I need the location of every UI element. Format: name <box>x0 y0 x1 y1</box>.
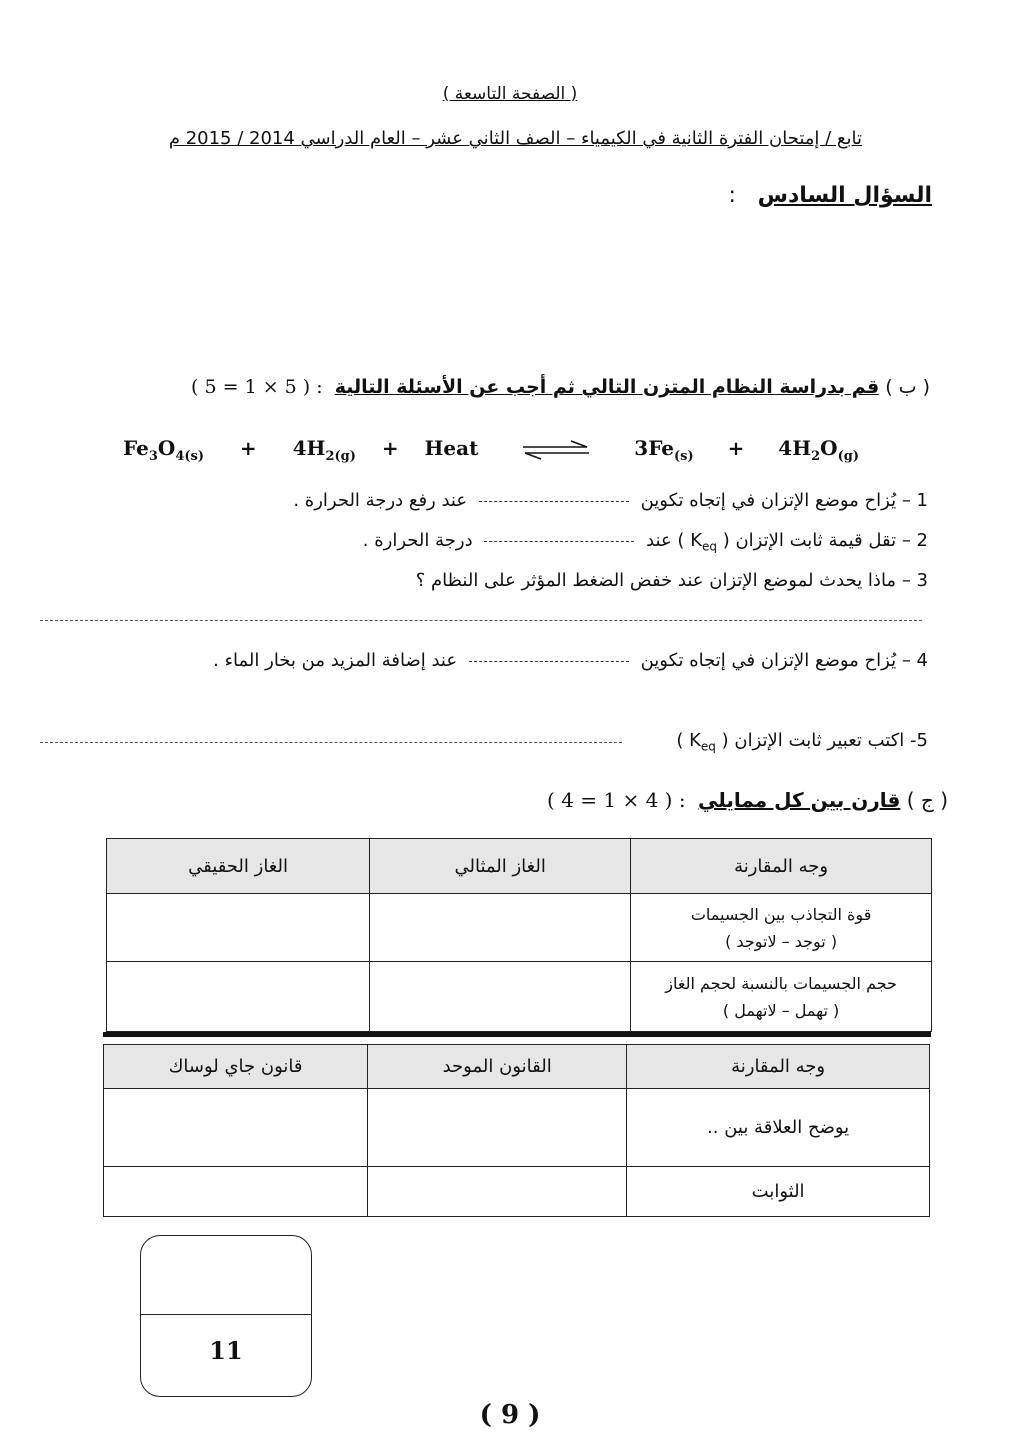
answer-cell[interactable] <box>104 1167 368 1217</box>
chemical-equation <box>123 436 859 464</box>
score-divider <box>141 1314 311 1315</box>
answer-cell[interactable] <box>107 894 370 962</box>
answer-cell[interactable] <box>104 1089 368 1167</box>
answer-blank[interactable] <box>479 500 629 502</box>
score-total: 11 <box>209 1336 243 1365</box>
question-title-colon: : <box>728 183 736 208</box>
score-box <box>140 1235 312 1397</box>
table-row <box>107 894 932 962</box>
part-b-marks: : ( 5 × 1 = 5 ) <box>191 376 323 398</box>
criteria-cell: الثوابت <box>627 1167 930 1217</box>
question-item-4: 4 – يُزاح موضع الإتزان في إتجاه تكوين عند إضافة المزيد من بخار الماء . <box>213 650 928 671</box>
plus-sign: + <box>381 436 399 460</box>
answer-line[interactable] <box>40 742 622 743</box>
question-title <box>729 183 932 208</box>
part-c-heading <box>547 788 948 812</box>
question-title-text: السؤال السادس <box>757 183 932 208</box>
answer-cell[interactable] <box>370 894 631 962</box>
comparison-table-gases <box>106 838 932 1032</box>
header-cell: قانون جاي لوساك <box>104 1045 368 1089</box>
plus-sign: + <box>727 436 745 460</box>
page-number: ( 9 ) <box>479 1400 541 1430</box>
comparison-table-laws <box>103 1044 930 1217</box>
answer-blank[interactable] <box>469 660 629 662</box>
header-cell: وجه المقارنة <box>631 839 932 894</box>
table-row <box>107 962 932 1032</box>
header-cell: وجه المقارنة <box>627 1045 930 1089</box>
product-fe: $3Fe_{(s)}$ <box>634 436 694 464</box>
part-c-marks: : ( 4 × 1 = 4 ) <box>546 788 686 812</box>
table-header-row <box>107 839 932 894</box>
answer-line[interactable] <box>40 620 922 621</box>
part-c-label: ( ج ) <box>906 788 948 812</box>
reactant-heat: Heat <box>424 436 479 460</box>
page-label: ( الصفحة التاسعة ) <box>442 84 578 104</box>
header-cell: القانون الموحد <box>368 1045 627 1089</box>
criteria-cell: يوضح العلاقة بين .. <box>627 1089 930 1167</box>
reactant-fe3o4: $Fe_3O_{4(s)}$ <box>123 436 204 464</box>
plus-sign: + <box>239 436 257 460</box>
part-b-instruction: قم بدراسة النظام المتزن التالي ثم أجب عن الأسئلة التالية <box>334 376 880 398</box>
exam-subheader: تابع / إمتحان الفترة الثانية في الكيمياء – الصف الثاني عشر – العام الدراسي 2014 / 2015 م <box>168 128 862 149</box>
question-item-5: 5- اكتب تعبير ثابت الإتزان ( $K_{eq}$ ) <box>676 730 928 754</box>
criteria-cell: قوة التجاذب بين الجسيمات ( توجد – لاتوجد ) <box>631 894 932 962</box>
product-h2o: $4H_2O_{(g)}$ <box>778 436 859 464</box>
header-cell: الغاز المثالي <box>370 839 631 894</box>
criteria-cell: حجم الجسيمات بالنسبة لحجم الغاز ( تهمل – لاتهمل ) <box>631 962 932 1032</box>
answer-cell[interactable] <box>370 962 631 1032</box>
table-header-row <box>104 1045 930 1089</box>
part-c-instruction: قارن بين كل ممايلي <box>697 788 901 812</box>
answer-blank[interactable] <box>484 540 634 542</box>
part-b-label: ( ب ) <box>885 376 930 398</box>
answer-cell[interactable] <box>368 1167 627 1217</box>
question-item-1: 1 – يُزاح موضع الإتزان في إتجاه تكوين عند رفع درجة الحرارة . <box>293 490 928 511</box>
table-separator <box>103 1032 931 1037</box>
answer-cell[interactable] <box>107 962 370 1032</box>
question-item-3: 3 – ماذا يحدث لموضع الإتزان عند خفض الضغط المؤثر على النظام ؟ <box>415 570 928 591</box>
table-row <box>104 1089 930 1167</box>
reactant-h2: $4H_{2(g)}$ <box>292 436 356 464</box>
question-item-2: 2 – تقل قيمة ثابت الإتزان ( $K_{eq}$ ) عند درجة الحرارة . <box>362 530 928 554</box>
part-b-heading <box>191 376 930 398</box>
header-cell: الغاز الحقيقي <box>107 839 370 894</box>
equilibrium-arrows-icon <box>521 439 591 461</box>
answer-cell[interactable] <box>368 1089 627 1167</box>
table-row <box>104 1167 930 1217</box>
